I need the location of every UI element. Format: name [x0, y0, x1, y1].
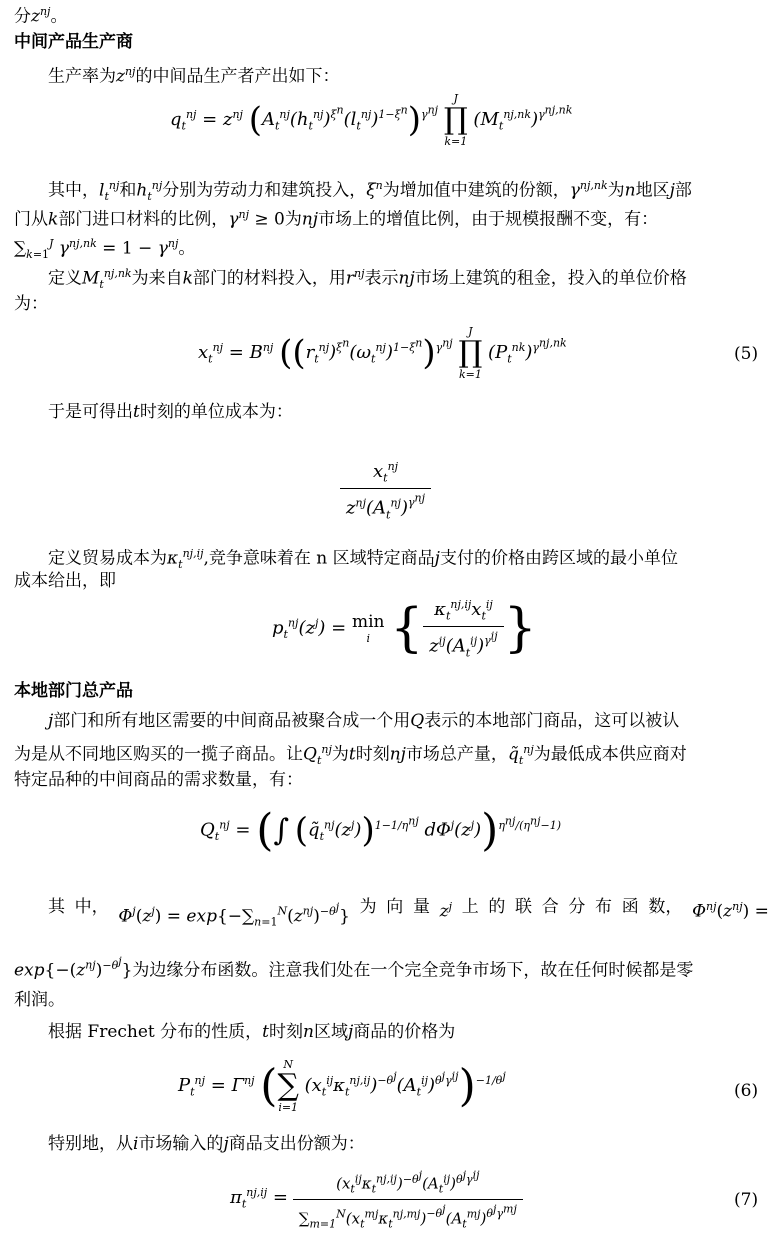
- equation-unit-cost: $\frac{x_t^{nj}}{z^{nj}(A_t^{nj})^{\gamma^{nj}}}$: [340, 460, 431, 521]
- equation-Q: $Q_t^{nj}$ = (∫ $(q̃_t^{nj}(z^j))^{1-1/\eta^{nj}}$ $d\Phi^j(z^j))^{\eta^{nj}/(\eta^{nj}-1)}$: [200, 805, 562, 856]
- equation-output: $q_t^{nj} = z^{nj}$ $(A_t^{nj}(h_t^{nj})^{\xi^n}(l_t^{nj})^{1-\xi^n})^{\gamma^{nj}}$ J ∏ k=1 $(M_t^{nj,nk})^{\gamma^{nj,nk}}$: [170, 92, 573, 148]
- output-intro: 生产率为$z^{nj}$的中间品生产者产出如下：: [48, 65, 340, 87]
- equation-7: $\pi_t^{nj,ij}$ = $\frac{(x_t^{ij}\kappa_t^{nj,ij})^{-\theta^j}(A_t^{ij})^{\theta^j\gamma^{ij}}}{\sum_{m=1}^N(x_t^{mj}\kappa_t^{nj,mj})^{-\theta^j}(A_t^{mj})^{\theta^j\gamma^{mj}}}$: [230, 1168, 523, 1230]
- section-heading-intermediate: 中间产品生产商: [14, 32, 133, 52]
- trade-cost-line1: 定义贸易成本为$\kappa_t^{nj,ij}$,竞争意味着在 n 区域特定商品j支付的价格由跨区域的最小单位: [48, 547, 678, 572]
- para-materials-line2: 为：: [14, 294, 48, 314]
- aggregate-line3: 特定品种的中间商品的需求数量，有：: [14, 770, 303, 790]
- equation-7-number: (7): [734, 1190, 759, 1210]
- distribution-line2: $\exp\{-(z^{nj})^{-\theta^j}\}$为边缘分布函数。注意我们处在一个完全竞争市场下，故在任何时候都是零: [14, 954, 694, 981]
- para-inputs-line1: 其中，$l_t^{nj}$和$h_t^{nj}$分别为劳动力和建筑投入，$\xi^n$为增加值中建筑的份额，$\gamma^{nj,nk}$为n地区j部: [48, 179, 692, 204]
- distribution-line3: 利润。: [14, 990, 65, 1010]
- equation-price-min: $p_t^{nj}(z^j)$ = min i { $\frac{\kappa_t^{nj,ij}x_t^{ij}}{z^{ij}(A_t^{ij})^{\gamma^{ij}}}$ }: [272, 598, 537, 659]
- equation-6: $P_t^{nj} = \Gamma^{nj}$ ( N ∑ i=1 $(x_t^{ij}\kappa_t^{nj,ij})^{-\theta^j}(A_t^{ij})^{\theta^j\gamma^{ij}})^{-1/\theta^j}$: [178, 1058, 506, 1114]
- frechet-intro: 根据 Frechet 分布的性质，t时刻n区域j商品的价格为: [48, 1022, 456, 1042]
- section-heading-local-sector: 本地部门总产品: [14, 681, 133, 701]
- equation-5-number: (5): [734, 344, 759, 364]
- unit-cost-intro: 于是可得出t时刻的单位成本为：: [48, 402, 293, 422]
- para-materials-line1: 定义$M_t^{nj,nk}$为来自k部门的材料投入，用$r^{nj}$表示nj市场上建筑的租金，投入的单位价格: [48, 267, 687, 292]
- top-line-fragment: 分$z^{nj}$。: [14, 5, 68, 27]
- share-intro: 特别地，从i市场输入的j商品支出份额为：: [48, 1134, 365, 1154]
- para-inputs-line3: $\sum_{k=1}^J$ $\gamma^{nj,nk} = 1 - \gamma^{nj}$。: [14, 237, 196, 262]
- para-inputs-line2: 门从k部门进口材料的比例，$\gamma^{nj} \ge 0$为nj市场上的增值比例，由于规模报酬不变，有：: [14, 208, 659, 230]
- trade-cost-line2: 成本给出，即: [14, 571, 116, 591]
- aggregate-line2: 为是从不同地区购买的一揽子商品。让$Q_t^{nj}$为t时刻nj市场总产量，$q̃_t^{nj}$为最低成本供应商对: [14, 743, 687, 768]
- equation-6-number: (6): [734, 1081, 759, 1101]
- aggregate-line1: j部门和所有地区需要的中间商品被聚合成一个用Q表示的本地部门商品，这可以被认: [48, 711, 680, 731]
- distribution-line1: 其 中， $\Phi^j(z^j) = \exp\{-\sum_{n=1}^N(z^{nj})^{-\theta^j}\}$ 为 向 量 $z^j$ 上 的 联 合 分 布 函 数， $\Phi^{nj}(z^{nj})$ =: [48, 897, 769, 929]
- equation-5: $x_t^{nj} = B^{nj}$ $((r_t^{nj})^{\xi^n}(\omega_t^{nj})^{1-\xi^n})^{\gamma^{nj}}$ J ∏ k=1 $(P_t^{nk})^{\gamma^{nj,nk}}$: [198, 325, 567, 381]
